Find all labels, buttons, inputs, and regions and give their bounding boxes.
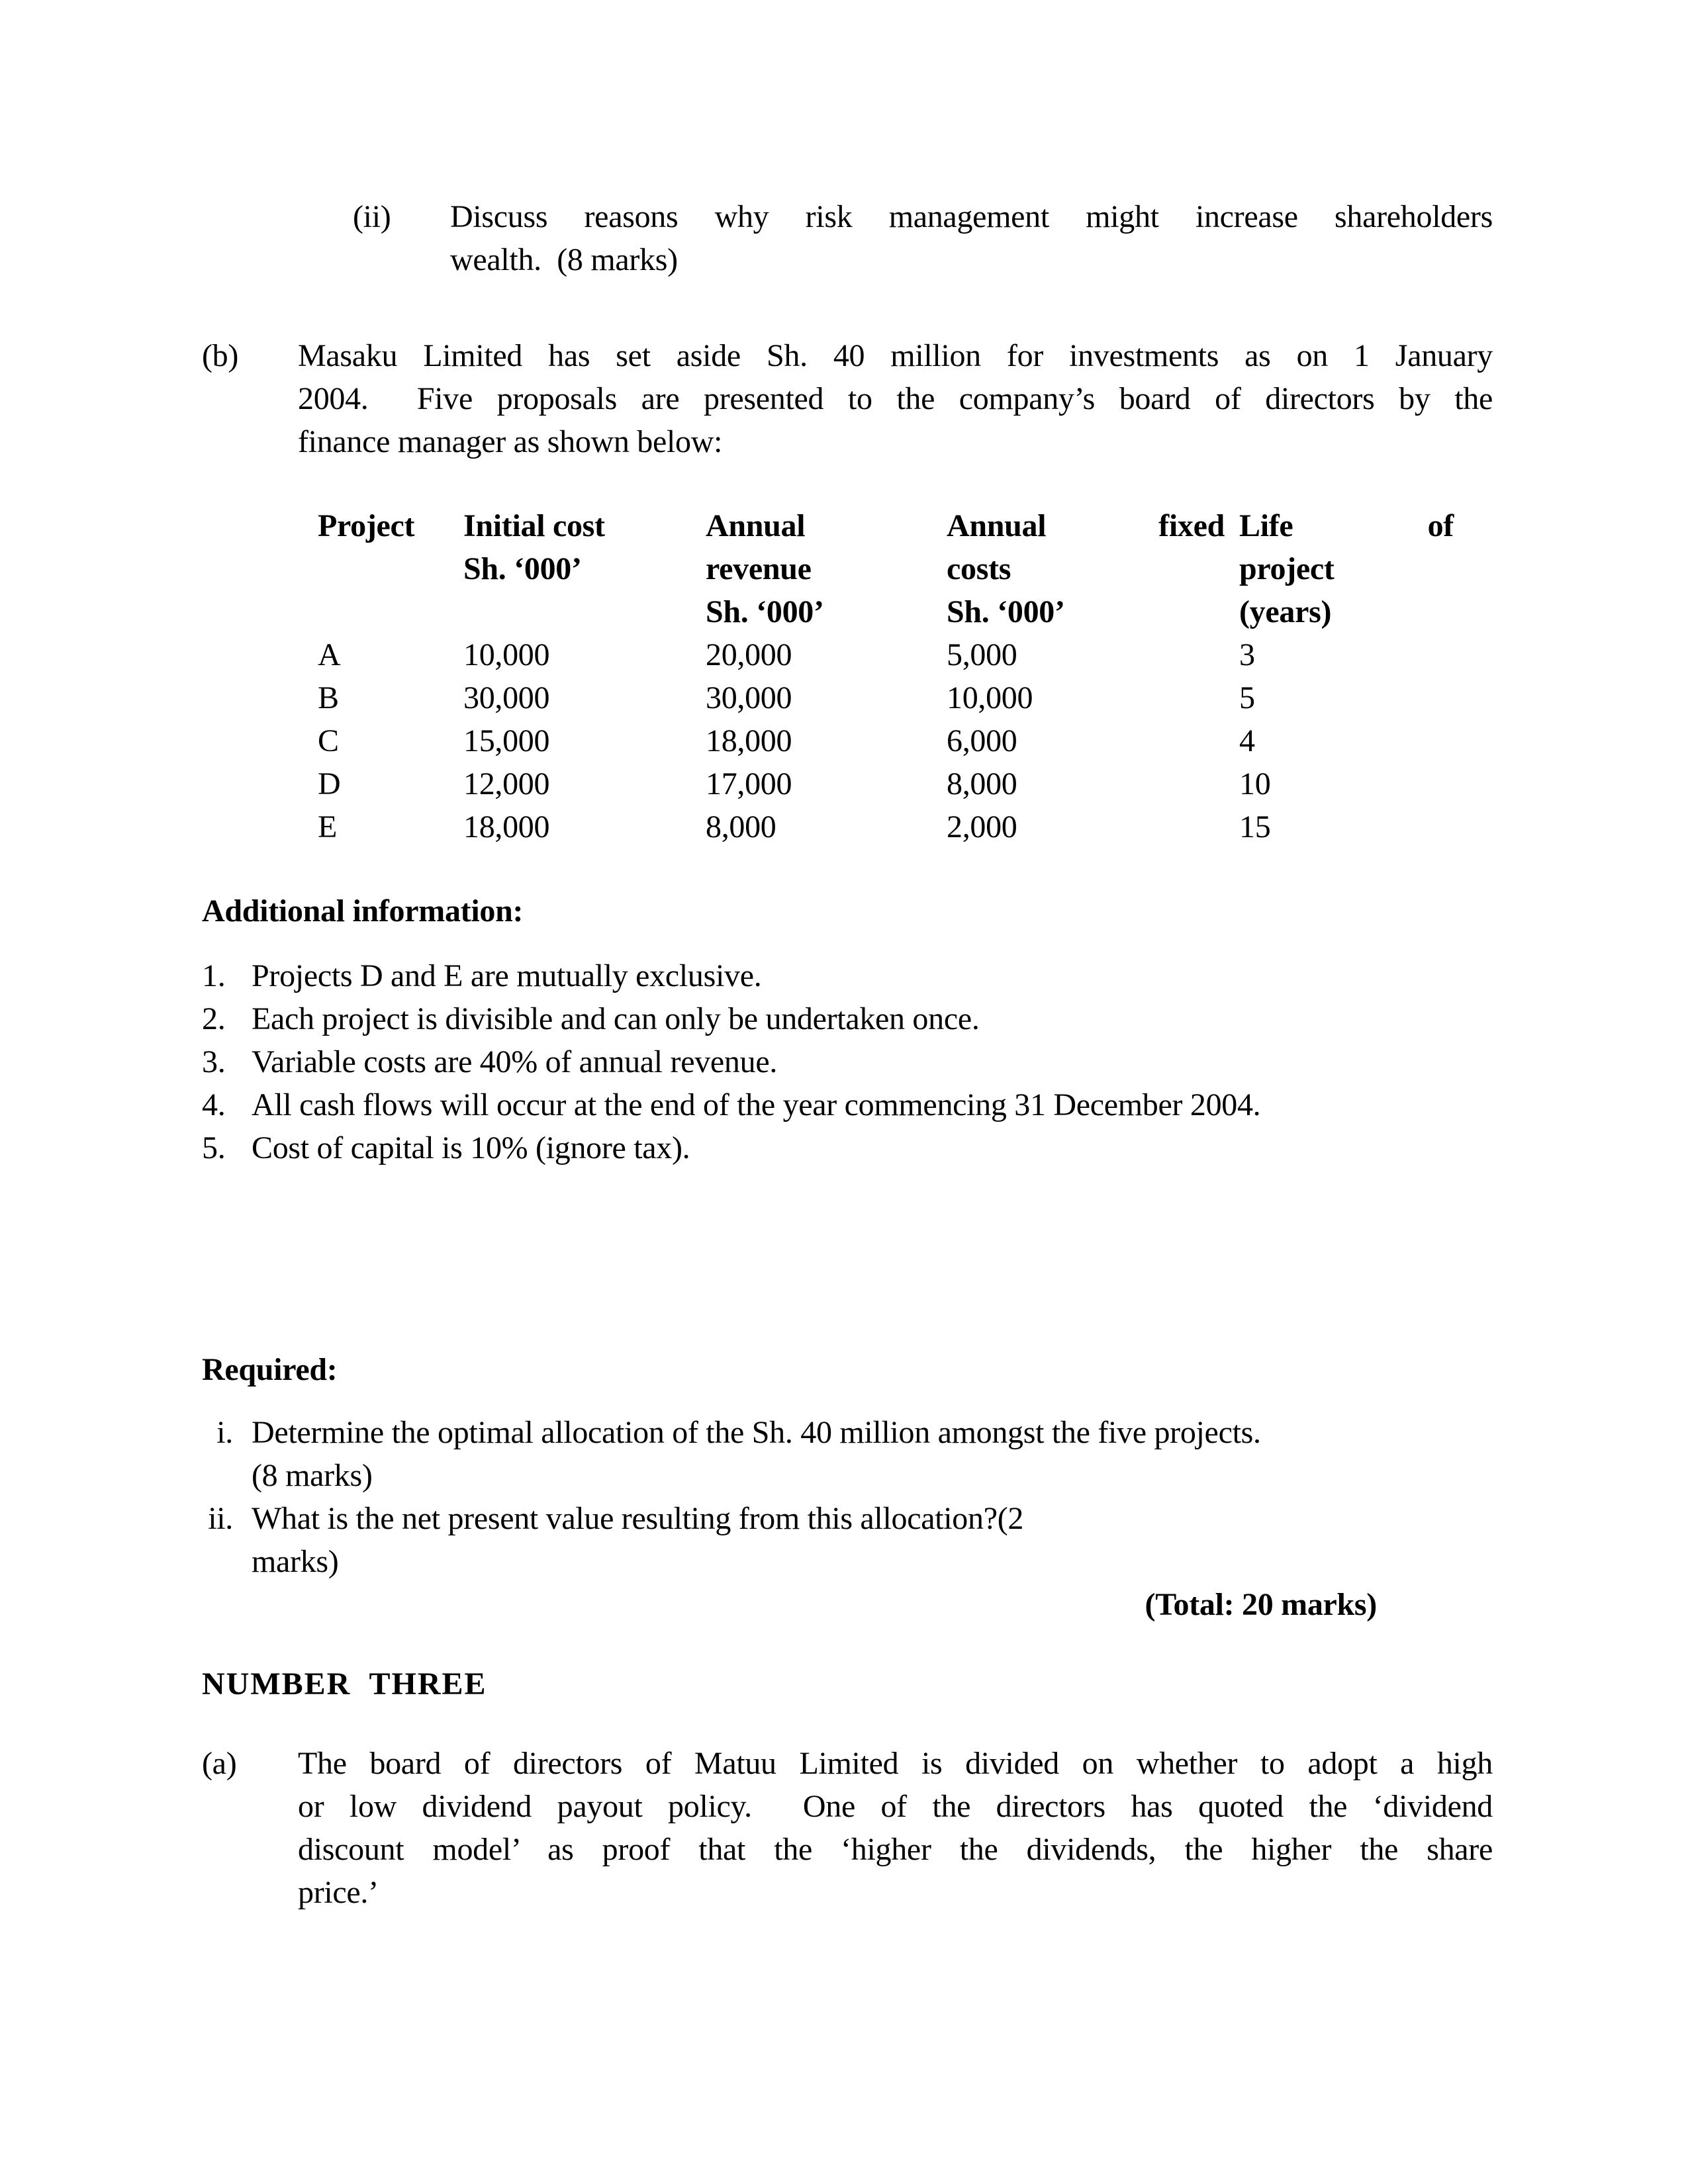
additional-info-heading: Additional information: — [202, 893, 524, 929]
part-a-line-1: The board of directors of Matuu Limited is divided on whether to adopt a high — [298, 1746, 1493, 1781]
required-item-ii — [202, 1497, 1493, 1583]
cell-annual-fixed-costs: 10,000 — [947, 680, 1033, 715]
cell-initial-cost: 10,000 — [463, 637, 550, 672]
cell-project: E — [318, 809, 338, 844]
header-line: Annual — [706, 508, 806, 543]
table-row-e — [318, 805, 1493, 848]
part-b-line-2: 2004. Five proposals are presented to the company’s board of directors by the — [298, 381, 1493, 416]
table-row-b — [318, 676, 1493, 719]
table-row-d — [318, 762, 1493, 805]
item-text: Projects D and E are mutually exclusive. — [252, 958, 762, 993]
number-three-heading: NUMBER THREE — [202, 1666, 487, 1702]
table-header-initial-cost — [463, 504, 706, 590]
required-heading: Required: — [202, 1352, 338, 1387]
part-ii-label: (ii) — [353, 199, 391, 234]
part-a-line-3: discount model’ as proof that the ‘higher the dividends, the higher the share — [298, 1832, 1493, 1867]
header-line: Initial cost — [463, 508, 605, 543]
cell-annual-revenue: 18,000 — [706, 723, 792, 758]
header-line: Annual fixed — [947, 508, 1225, 543]
required-i-line-1: Determine the optimal allocation of the Sh. 40 million amongst the five projects. — [252, 1415, 1261, 1450]
cell-project: C — [318, 723, 339, 758]
cell-life: 10 — [1239, 766, 1271, 801]
required-i-line-2: (8 marks) — [252, 1458, 373, 1493]
required-list — [202, 1411, 1493, 1583]
required-item-i — [202, 1411, 1493, 1497]
cell-life: 3 — [1239, 637, 1255, 672]
required-ii-line-2: marks) — [252, 1544, 339, 1579]
item-text: All cash flows will occur at the end of the year commencing 31 December 2004. — [252, 1087, 1261, 1122]
cell-annual-revenue: 30,000 — [706, 680, 792, 715]
additional-info-item-3 — [202, 1040, 1493, 1083]
cell-life: 4 — [1239, 723, 1255, 758]
part-a-label: (a) — [202, 1746, 237, 1781]
part-ii-line-1: Discuss reasons why risk management might increase shareholders — [450, 199, 1493, 234]
cell-annual-fixed-costs: 5,000 — [947, 637, 1017, 672]
part-b-label: (b) — [202, 338, 239, 373]
table-header-annual-fixed-costs — [947, 504, 1225, 633]
required-ii-marks-open: (2 — [997, 1501, 1024, 1536]
required-ii-question: What is the net present value resulting from this allocation? — [252, 1501, 998, 1536]
table-header-row — [318, 504, 1493, 633]
cell-initial-cost: 15,000 — [463, 723, 550, 758]
part-b-line-3: finance manager as shown below: — [298, 424, 723, 459]
part-a-line-2: or low dividend payout policy. One of the directors has quoted the ‘dividend — [298, 1789, 1493, 1824]
cell-life: 5 — [1239, 680, 1255, 715]
header-line: Life of — [1239, 508, 1454, 543]
item-marker: 4. — [202, 1087, 226, 1122]
additional-info-list — [202, 954, 1493, 1169]
header-line: revenue — [706, 551, 812, 586]
header-line: project — [1239, 551, 1335, 586]
cell-annual-revenue: 8,000 — [706, 809, 776, 844]
cell-project: D — [318, 766, 341, 801]
item-marker: 5. — [202, 1130, 226, 1165]
additional-info-item-5 — [202, 1126, 1493, 1169]
item-text: Cost of capital is 10% (ignore tax). — [252, 1130, 690, 1165]
table-header-annual-revenue — [706, 504, 947, 633]
item-marker: ii. — [208, 1501, 233, 1536]
part-ii-text — [450, 195, 1493, 281]
header-line: Project — [318, 508, 415, 543]
part-b-text — [298, 334, 1493, 463]
cell-annual-revenue: 17,000 — [706, 766, 792, 801]
table-row-a — [318, 633, 1493, 676]
cell-annual-fixed-costs: 6,000 — [947, 723, 1017, 758]
question-part-b — [202, 334, 1493, 463]
cell-project: A — [318, 637, 341, 672]
cell-initial-cost: 30,000 — [463, 680, 550, 715]
header-line: Sh. ‘000’ — [947, 594, 1065, 629]
required-ii-line-1 — [252, 1497, 1093, 1540]
item-text: Each project is divisible and can only be undertaken once. — [252, 1001, 980, 1036]
additional-info-item-4 — [202, 1083, 1493, 1126]
cell-initial-cost: 12,000 — [463, 766, 550, 801]
cell-annual-fixed-costs: 8,000 — [947, 766, 1017, 801]
header-line: Sh. ‘000’ — [706, 594, 824, 629]
cell-life: 15 — [1239, 809, 1271, 844]
required-item-ii-text — [252, 1497, 1093, 1583]
cell-annual-revenue: 20,000 — [706, 637, 792, 672]
question-3-part-a — [202, 1742, 1493, 1914]
cell-project: B — [318, 680, 339, 715]
table-header-project — [318, 504, 463, 547]
part-b-line-1: Masaku Limited has set aside Sh. 40 million for investments as on 1 January — [298, 338, 1493, 373]
additional-info-item-1 — [202, 954, 1493, 997]
table-header-life-of-project — [1239, 504, 1454, 633]
item-marker: 3. — [202, 1044, 226, 1079]
cell-initial-cost: 18,000 — [463, 809, 550, 844]
cell-annual-fixed-costs: 2,000 — [947, 809, 1017, 844]
item-text: Variable costs are 40% of annual revenue. — [252, 1044, 778, 1079]
question-part-ii — [353, 195, 1493, 281]
table-row-c — [318, 719, 1493, 762]
header-line: costs — [947, 551, 1011, 586]
additional-info-item-2 — [202, 997, 1493, 1040]
item-marker: 2. — [202, 1001, 226, 1036]
part-a-line-4: price.’ — [298, 1875, 379, 1910]
total-marks: (Total: 20 marks) — [1145, 1587, 1377, 1622]
header-line: (years) — [1239, 594, 1332, 629]
header-line: Sh. ‘000’ — [463, 551, 582, 586]
item-marker: i. — [216, 1415, 233, 1450]
part-ii-line-2: wealth. (8 marks) — [450, 242, 678, 277]
part-a-text — [298, 1742, 1493, 1914]
projects-table — [318, 504, 1493, 848]
required-item-i-text — [252, 1411, 1261, 1497]
item-marker: 1. — [202, 958, 226, 993]
